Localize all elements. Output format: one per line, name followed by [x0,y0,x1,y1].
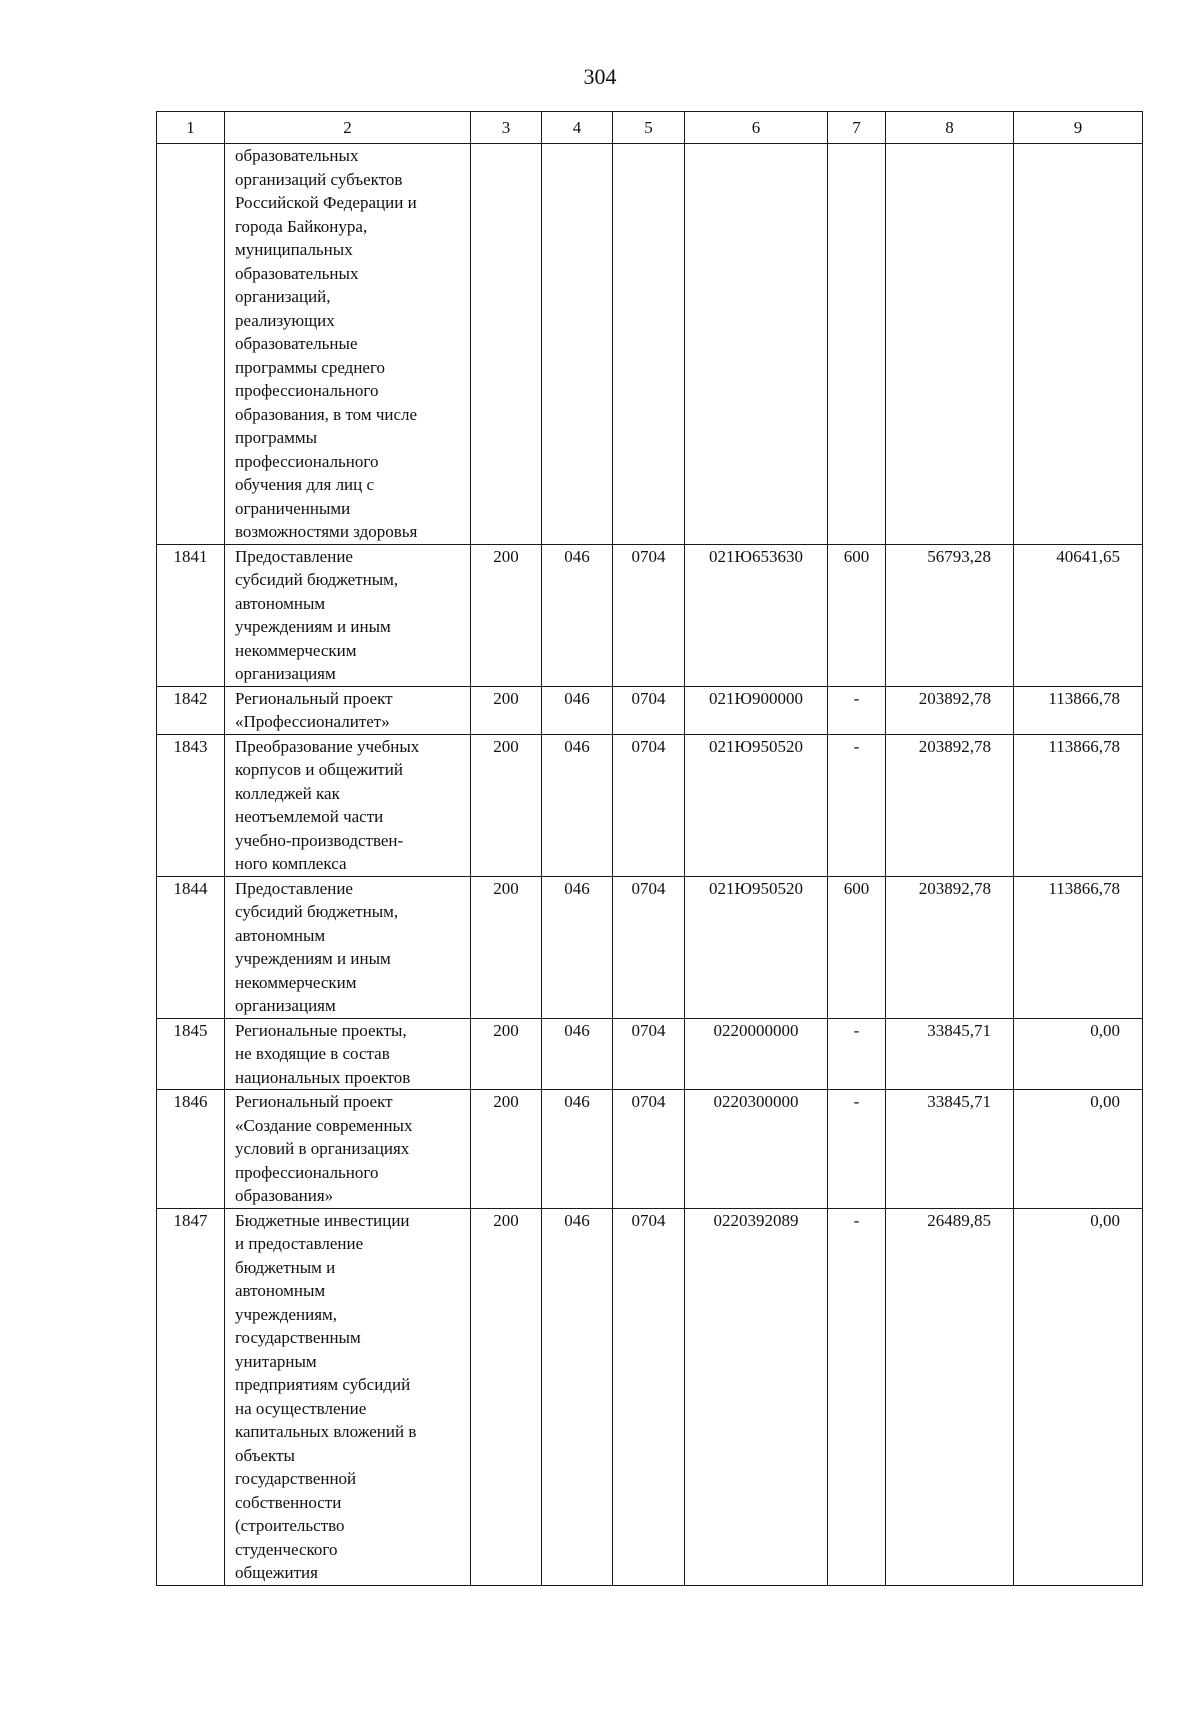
column-3-cell: 200 [471,734,542,876]
row-number-cell: 1842 [157,686,225,734]
row-number-cell: 1841 [157,544,225,686]
item-name-line: собственности [235,1492,342,1512]
column-8-cell: 203892,78 [886,876,1014,1018]
item-name-line: капитальных вложений в [235,1422,417,1441]
column-4-cell: 046 [542,1208,613,1585]
column-header-4: 4 [542,112,613,144]
item-name-line: на осуществление [235,1398,367,1418]
table-row [157,734,1143,876]
column-header-3: 3 [471,112,542,144]
column-header-5: 5 [613,112,685,144]
item-name-line: организаций субъектов [235,169,403,189]
item-name-line: государственным [235,1328,361,1347]
item-name-line: организаций, [235,287,331,306]
item-name-line: учреждениям, [235,1304,338,1324]
column-header-6: 6 [685,112,828,144]
column-7-cell: - [828,686,886,734]
column-8-cell [886,144,1014,545]
column-8-cell: 33845,71 [886,1018,1014,1090]
column-6-cell: 021Ю950520 [685,876,828,1018]
item-name-line: учреждениям и иным [235,617,391,636]
item-name-line: «Создание современных [235,1115,413,1135]
row-number-cell [157,144,225,545]
table-body [157,144,1143,1586]
column-4-cell: 046 [542,734,613,876]
column-4-cell: 046 [542,1018,613,1090]
column-3-cell: 200 [471,544,542,686]
table-row [157,876,1143,1018]
item-name-line: возможностями здоровья [235,522,418,541]
item-name-line: ного комплекса [235,854,347,873]
item-name-line: организациям [235,996,336,1015]
item-name-cell [225,544,471,686]
item-name-line: и предоставление [235,1234,364,1253]
table-row [157,1090,1143,1209]
item-name-line: условий в организациях [235,1139,410,1158]
column-7-cell: - [828,1018,886,1090]
column-6-cell: 0220392089 [685,1208,828,1585]
item-name-cell [225,686,471,734]
column-header-8: 8 [886,112,1014,144]
column-7-cell: - [828,734,886,876]
item-name-line: субсидий бюджетным, [235,570,399,589]
item-name-line: государственной [235,1469,357,1488]
column-8-cell: 203892,78 [886,686,1014,734]
column-5-cell: 0704 [613,686,685,734]
item-name-line: Российской Федерации и [235,193,417,212]
item-name-line: Региональные проекты, [235,1020,407,1040]
column-3-cell: 200 [471,1208,542,1585]
item-name-line: неотъемлемой части [235,807,384,826]
row-number-cell: 1845 [157,1018,225,1090]
column-5-cell: 0704 [613,876,685,1018]
column-3-cell: 200 [471,876,542,1018]
column-4-cell [542,144,613,545]
item-name-line: образовательные [235,334,358,353]
item-name-line: обучения для лиц с [235,475,375,494]
item-name-line: автономным [235,593,326,613]
item-name-line: национальных проектов [235,1067,411,1087]
item-name-line: Бюджетные инвестиции [235,1210,410,1230]
item-name-line: не входящие в состав [235,1044,390,1063]
item-name-line: профессионального [235,381,379,400]
item-name-line: корпусов и общежитий [235,760,403,779]
column-9-cell: 113866,78 [1014,734,1143,876]
column-6-cell: 021Ю950520 [685,734,828,876]
item-name-line: ограниченными [235,498,351,518]
table-row [157,544,1143,686]
column-9-cell [1014,144,1143,545]
column-9-cell: 113866,78 [1014,876,1143,1018]
item-name-line: Преобразование учебных [235,736,420,756]
item-name-line: учебно-производствен- [235,830,404,850]
column-4-cell: 046 [542,876,613,1018]
table-row [157,1018,1143,1090]
column-3-cell [471,144,542,545]
item-name-cell [225,876,471,1018]
item-name-line: предприятиям субсидий [235,1375,411,1394]
item-name-line: профессионального [235,451,379,471]
item-name-line: общежития [235,1563,318,1582]
column-header-9: 9 [1014,112,1143,144]
item-name-line: «Профессионалитет» [235,712,390,731]
item-name-line: бюджетным и [235,1257,336,1277]
column-7-cell: - [828,1090,886,1209]
item-name-line: Региональный проект [235,1092,393,1111]
column-3-cell: 200 [471,1018,542,1090]
item-name-line: автономным [235,925,326,945]
column-7-cell [828,144,886,545]
item-name-line: образования» [235,1186,334,1205]
item-name-line: города Байконура, [235,216,368,236]
column-header-1: 1 [157,112,225,144]
row-number-cell: 1846 [157,1090,225,1209]
item-name-line: программы среднего [235,357,386,377]
column-3-cell: 200 [471,686,542,734]
column-7-cell: 600 [828,876,886,1018]
item-name-line: учреждениям и иным [235,949,391,968]
table-header-row [157,112,1143,144]
column-9-cell: 0,00 [1014,1208,1143,1585]
column-9-cell: 0,00 [1014,1090,1143,1209]
column-4-cell: 046 [542,686,613,734]
column-4-cell: 046 [542,1090,613,1209]
item-name-line: колледжей как [235,783,340,803]
column-6-cell: 021Ю900000 [685,686,828,734]
budget-table [156,111,1143,1586]
column-3-cell: 200 [471,1090,542,1209]
column-6-cell: 0220000000 [685,1018,828,1090]
item-name-line: Предоставление [235,878,353,898]
item-name-line: субсидий бюджетным, [235,902,399,921]
column-header-7: 7 [828,112,886,144]
item-name-line: образовательных [235,263,359,283]
column-8-cell: 203892,78 [886,734,1014,876]
item-name-line: студенческого [235,1539,338,1559]
column-9-cell: 113866,78 [1014,686,1143,734]
item-name-line: некоммерческим [235,640,357,660]
item-name-line: объекты [235,1445,295,1465]
table-row [157,1208,1143,1585]
column-7-cell: - [828,1208,886,1585]
row-number-cell: 1847 [157,1208,225,1585]
item-name-cell [225,1090,471,1209]
table-row [157,686,1143,734]
item-name-line: организациям [235,664,336,683]
column-8-cell: 26489,85 [886,1208,1014,1585]
row-number-cell: 1844 [157,876,225,1018]
item-name-line: (строительство [235,1516,345,1535]
item-name-cell [225,144,471,545]
item-name-cell [225,1208,471,1585]
column-6-cell [685,144,828,545]
column-5-cell [613,144,685,545]
item-name-line: образования, в том числе [235,404,418,424]
row-number-cell: 1843 [157,734,225,876]
item-name-line: некоммерческим [235,972,357,992]
column-5-cell: 0704 [613,544,685,686]
item-name-cell [225,1018,471,1090]
column-9-cell: 0,00 [1014,1018,1143,1090]
item-name-line: реализующих [235,310,335,330]
item-name-line: Предоставление [235,546,353,566]
item-name-line: программы [235,428,318,447]
item-name-line: муниципальных [235,240,353,259]
item-name-line: Региональный проект [235,688,393,708]
table-row [157,144,1143,545]
column-5-cell: 0704 [613,734,685,876]
item-name-cell [225,734,471,876]
column-7-cell: 600 [828,544,886,686]
item-name-line: унитарным [235,1351,317,1371]
item-name-line: автономным [235,1281,326,1300]
column-4-cell: 046 [542,544,613,686]
item-name-line: образовательных [235,146,359,165]
column-5-cell: 0704 [613,1018,685,1090]
page-number: 304 [583,64,617,89]
column-header-2: 2 [225,112,471,144]
column-8-cell: 56793,28 [886,544,1014,686]
item-name-line: профессионального [235,1162,379,1182]
column-9-cell: 40641,65 [1014,544,1143,686]
column-5-cell: 0704 [613,1208,685,1585]
column-5-cell: 0704 [613,1090,685,1209]
column-8-cell: 33845,71 [886,1090,1014,1209]
column-6-cell: 0220300000 [685,1090,828,1209]
column-6-cell: 021Ю653630 [685,544,828,686]
